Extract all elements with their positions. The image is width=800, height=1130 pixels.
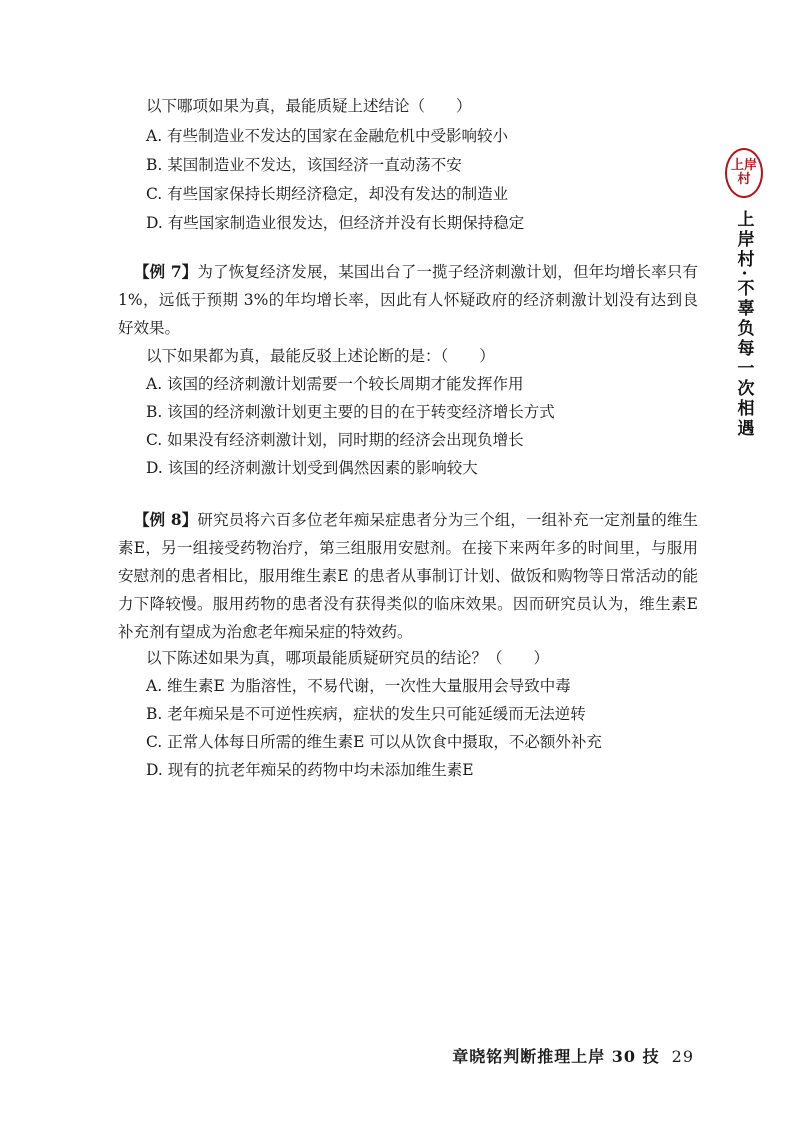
ex8-paragraph [118,506,698,646]
book-title: 章晓铭判断推理上岸 30 技 [452,1047,660,1066]
seal-logo [725,148,763,198]
ex7-option-a: A. 该国的经济刺激计划需要一个较长周期才能发挥作用 [146,375,524,393]
ex8-option-a: A. 维生素E 为脂溶性，不易代谢，一次性大量服用会导致中毒 [146,677,571,695]
seal-bottom-text: 村 [737,172,751,187]
q6-option-a: A. 有些制造业不发达的国家在金融危机中受影响较小 [146,127,509,145]
q6-option-d: D. 有些国家制造业很发达，但经济并没有长期保持稳定 [146,214,525,232]
ex7-paragraph [118,258,698,342]
ex8-option-d: D. 现有的抗老年痴呆的药物中均未添加维生素E [146,761,474,779]
seal-top-text: 上岸 [730,158,757,173]
ex7-tag: 【例 7】 [134,262,198,281]
side-slogan: 上岸村·不辜负每一次相遇 [733,210,754,439]
ex7-body: 为了恢复经济发展，某国出台了一揽子经济刺激计划，但年均增长率只有 1%，远低于预期 3%的年均增长率，因此有人怀疑政府的经济刺激计划没有达到良好效果。 [118,263,698,337]
ex7-option-c: C. 如果没有经济刺激计划，同时期的经济会出现负增长 [146,431,524,449]
ex7-stem: 以下如果都为真，最能反驳上述论断的是：（ ） [146,347,495,365]
ex8-stem: 以下陈述如果为真，哪项最能质疑研究员的结论？（ ） [146,649,550,667]
side-branding [722,148,766,439]
ex7-option-b: B. 该国的经济刺激计划更主要的目的在于转变经济增长方式 [146,403,555,421]
page-footer [452,1044,694,1067]
ex8-body: 研究员将六百多位老年痴呆症患者分为三个组，一组补充一定剂量的维生素E，另一组接受药物治疗，第三组服用安慰剂。在接下来两年多的时间里，与服用安慰剂的患者相比，服用维生素E 的患者从事制订计划、做饭和购物等日常活动的能力下降较慢。服用药物的患者没有获得类似的临床效果。因而研究员认为，维生素E 补充剂有望成为治愈老年痴呆症的特效药。 [118,511,698,641]
ex8-tag: 【例 8】 [134,510,198,529]
q6-option-b: B. 某国制造业不发达，该国经济一直动荡不安 [146,156,462,174]
ex8-option-b: B. 老年痴呆是不可逆性疾病，症状的发生只可能延缓而无法逆转 [146,705,586,723]
page-number: 29 [671,1047,694,1066]
ex7-option-d: D. 该国的经济刺激计划受到偶然因素的影响较大 [146,459,478,477]
ex8-option-c: C. 正常人体每日所需的维生素E 可以从饮食中摄取，不必额外补充 [146,733,602,751]
q6-stem: 以下哪项如果为真，最能质疑上述结论（ ） [146,97,472,115]
q6-option-c: C. 有些国家保持长期经济稳定，却没有发达的制造业 [146,185,509,203]
